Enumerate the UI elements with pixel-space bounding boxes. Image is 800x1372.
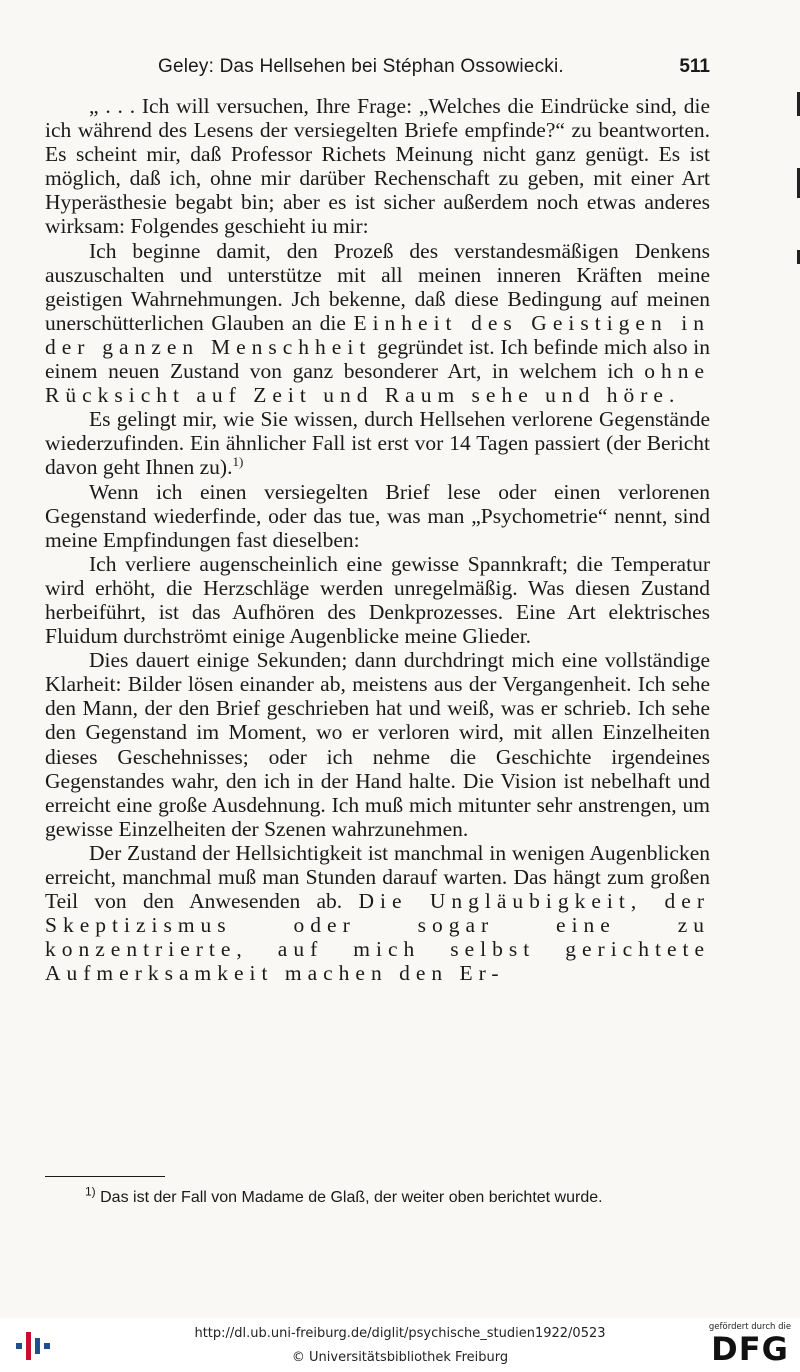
dfg-logo (708, 1322, 792, 1368)
paragraph-1: „ . . . Ich will versuchen, Ihre Frage: „Welches die Eindrücke sind, die ich während des Lesens der versiegelten Briefe empfinde?“ zu beantworten. Es scheint mir, daß Professor Richets Meinung nicht ganz genügt. Es ist möglich, daß ich, ohne mir darüber Rechenschaft zu geben, mit einer Art Hyperästhesie begabt bin; aber es ist sicher außerdem noch etwas anderes wirksam: Folgendes geschieht iu mir: (45, 94, 710, 239)
footnote-mark: 1) (85, 1184, 96, 1199)
running-title: Geley: Das Hellsehen bei Stéphan Ossowiecki. (158, 56, 564, 77)
paragraph-3-text: Es gelingt mir, wie Sie wissen, durch Hellsehen verlorene Gegenstände wiederzufinden. Ein ähnlicher Fall ist erst vor 14 Tagen passiert (der Bericht davon geht Ihnen zu). (45, 407, 710, 480)
running-header (45, 52, 710, 82)
paragraph-2 (45, 239, 710, 408)
footnote-reference: 1) (232, 454, 244, 470)
copyright-notice: © Universitätsbibliothek Freiburg (291, 1350, 509, 1365)
paragraph-6: Dies dauert einige Sekunden; dann durchdringt mich eine vollständige Klarheit: Bilder lösen einander ab, meistens aus der Vergangenheit. Ich sehe den Mann, der den Brief geschrieben hat und weiß, was er schrieb. Ich sehe den Gegenstand im Moment, wo er verloren wird, mit allen Einzelheiten dieses Geschehnisses; oder ich nehme die Geschichte irgendeines Gegenstandes wahr, den ich in der Hand halte. Die Vision ist nebelhaft und erreicht eine große Ausdehnung. Ich muß mich mitunter sehr anstrengen, um gewisse Einzelheiten der Szenen wahrzunehmen. (45, 648, 710, 841)
footnote-rule (45, 1176, 165, 1177)
paragraph-4: Wenn ich einen versiegelten Brief lese oder einen verlorenen Gegenstand wiederfinde, oder das tue, was man „Psychometrie“ nennt, sind meine Empfindungen fast dieselben: (45, 479, 710, 552)
paragraph-7-text-a: Der Zustand der Hellsichtigkeit ist manchmal in wenigen Augenblicken erreicht, manchmal muß man Stunden darauf warten. Das hängt zum großen Teil von den Anwesenden ab. (45, 840, 710, 914)
paragraph-7 (45, 841, 710, 986)
dfg-funded-by: gefördert durch die (708, 1322, 792, 1332)
paragraph-2-text-c: gegründet ist. Ich befinde mich also in einem neuen Zustand von ganz besonderer Art, in welchem ich (45, 334, 710, 384)
viewer-footer (0, 1318, 800, 1372)
body-text (45, 94, 710, 985)
paragraph-3 (45, 407, 710, 479)
dfg-logo-text: DFG (711, 1330, 789, 1368)
spaced-emphasis-unglaeubigkeit: Die Ungläubigkeit, der Skeptizismus oder sogar eine zu konzentrierte, auf mich selbst gerichtete Aufmerksamkeit machen den Er- (45, 889, 710, 986)
footnote-text: Das ist der Fall von Madame de Glaß, der weiter oben berichtet wurde. (100, 1189, 603, 1206)
footnote (45, 1184, 705, 1209)
spaced-emphasis-einheit: Einheit des Geistigen in der ganzen Menschheit (45, 310, 710, 359)
spaced-emphasis-zeit-raum: ohne Rücksicht auf Zeit und Raum sehe und höre. (45, 359, 710, 408)
paragraph-2-text-a: Ich beginne damit, den Prozeß des verstandesmäßigen Denkens auszuschalten und unterstütze mit all meinen inneren Kräften meine geistigen Wahrnehmungen. Jch bekenne, daß diese Bedingung auf meinen unerschütterlichen Glauben an die (45, 238, 710, 335)
paragraph-5: Ich verliere augenscheinlich eine gewisse Spannkraft; die Temperatur wird erhöht, die Herzschläge werden unregelmäßig. Was diesen Zustand herbeiführt, ist das Aufhören des Denkprozesses. Eine Art elektrisches Fluidum durchströmt einige Augenblicke meine Glieder. (45, 551, 710, 649)
page-number: 511 (679, 56, 710, 77)
document-url[interactable]: http://dl.ub.uni-freiburg.de/diglit/psychische_studien1922/0523 (194, 1326, 606, 1341)
